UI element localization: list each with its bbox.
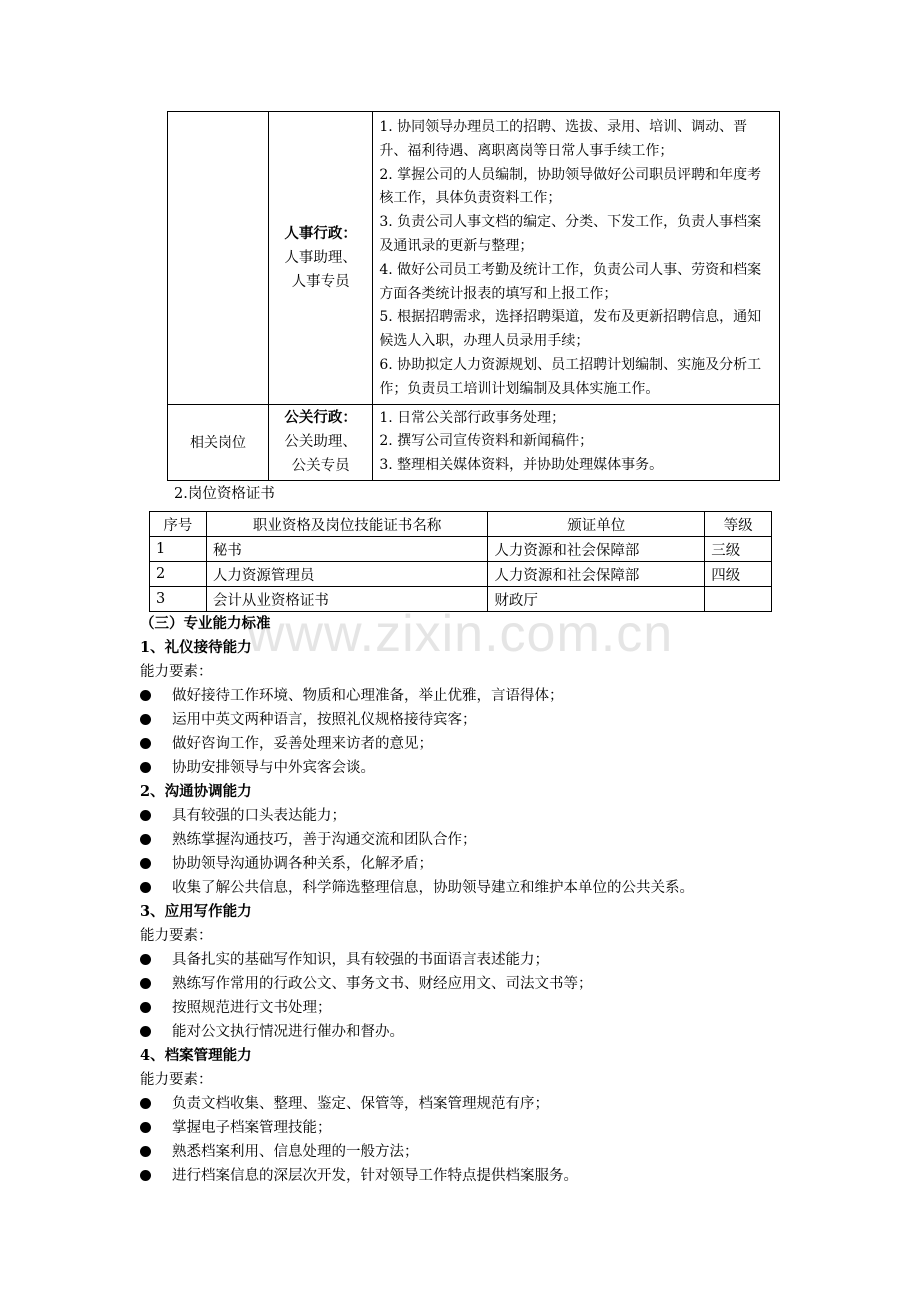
table-cell: 秘书 — [206, 537, 488, 562]
table-cell: 人力资源和社会保障部 — [488, 537, 705, 562]
header-cell: 职业资格及岗位技能证书名称 — [206, 512, 488, 537]
list-item-text: 运用中英文两种语言，按照礼仪规格接待宾客； — [172, 712, 477, 728]
list-item — [140, 1092, 549, 1116]
list-item-text: 负责文档收集、整理、鉴定、保管等，档案管理规范有序； — [172, 1096, 549, 1112]
list-item — [140, 972, 593, 996]
list-item — [140, 732, 433, 756]
table-cell: 2 — [150, 562, 207, 587]
requirement-label: 能力要素： — [140, 664, 213, 680]
category-cell — [168, 112, 269, 405]
subsection-title: 3、应用写作能力 — [140, 903, 252, 920]
list-item-text: 能对公文执行情况进行催办和督办。 — [172, 1024, 404, 1040]
bullet-icon — [140, 1146, 151, 1157]
list-item — [140, 1116, 332, 1140]
position-cell — [269, 404, 373, 480]
list-item-text: 做好接待工作环境、物质和心理准备，举止优雅，言语得体； — [172, 688, 564, 704]
position-role: 人事专员 — [291, 273, 350, 290]
subsection-title: 2、沟通协调能力 — [140, 783, 252, 800]
bullet-icon — [140, 1002, 151, 1013]
list-item — [140, 684, 564, 708]
subsection-title: 1、礼仪接待能力 — [140, 639, 252, 656]
list-item-text: 进行档案信息的深层次开发，针对领导工作特点提供档案服务。 — [172, 1168, 578, 1184]
position-title: 公关行政： — [284, 409, 357, 427]
duty-item: 3. 负责公司人事文档的编定、分类、下发工作，负责人事档案及通讯录的更新与整理； — [379, 214, 762, 254]
duty-item: 4. 做好公司员工考勤及统计工作，负责公司人事、劳资和档案方面各类统计报表的填写和上报工作； — [379, 261, 762, 302]
table-cell: 1 — [150, 537, 207, 562]
duty-item: 2. 掌握公司的人员编制，协助领导做好公司职员评聘和年度考核工作，具体负责资料工作； — [379, 166, 762, 207]
table-row — [168, 404, 780, 480]
certificate-caption: 2.岗位资格证书 — [174, 486, 275, 502]
duty-item: 3. 整理相关媒体资料，并协助处理媒体事务。 — [379, 457, 664, 474]
table-row — [150, 562, 772, 587]
list-item-text: 熟练掌握沟通技巧，善于沟通交流和团队合作； — [172, 832, 477, 848]
list-item-text: 做好咨询工作，妥善处理来访者的意见； — [172, 736, 433, 752]
table-cell: 人力资源管理员 — [206, 562, 488, 587]
bullet-icon — [140, 738, 151, 749]
list-item — [140, 828, 477, 852]
requirement-label: 能力要素： — [140, 1072, 213, 1088]
bullet-icon — [140, 762, 151, 773]
duty-item: 1. 日常公关部行政事务处理； — [379, 409, 566, 426]
bullet-icon — [140, 1170, 151, 1181]
list-item-text: 协助安排领导与中外宾客会谈。 — [172, 760, 375, 776]
header-cell: 等级 — [705, 512, 772, 537]
list-item-text: 收集了解公共信息，科学筛选整理信息，协助领导建立和维护本单位的公共关系。 — [172, 880, 694, 896]
table-cell: 财政厅 — [488, 587, 705, 612]
list-item — [140, 1140, 419, 1164]
job-positions-table — [167, 111, 780, 481]
list-item-text: 按照规范进行文书处理； — [172, 1000, 332, 1016]
position-role: 公关专员 — [291, 458, 350, 475]
certificate-table — [149, 511, 772, 612]
bullet-icon — [140, 858, 151, 869]
table-row — [168, 112, 780, 405]
list-item-text: 熟悉档案利用、信息处理的一般方法； — [172, 1144, 419, 1160]
table-cell: 三级 — [705, 537, 772, 562]
list-item — [140, 948, 549, 972]
position-title: 人事行政： — [284, 224, 357, 242]
duty-item: 5. 根据招聘需求，选择招聘渠道，发布及更新招聘信息，通知候选人入职，办理人员录用手续； — [379, 309, 762, 350]
list-item — [140, 708, 477, 732]
bullet-icon — [140, 690, 151, 701]
list-item — [140, 996, 332, 1020]
list-item — [140, 1164, 578, 1188]
category-cell: 相关岗位 — [168, 404, 269, 480]
list-item — [140, 876, 694, 900]
bullet-icon — [140, 978, 151, 989]
header-cell: 序号 — [150, 512, 207, 537]
section-title: （三）专业能力标准 — [140, 615, 271, 632]
table-cell: 会计从业资格证书 — [206, 587, 488, 612]
bullet-icon — [140, 1026, 151, 1037]
bullet-icon — [140, 954, 151, 965]
position-role: 公关助理、 — [284, 434, 357, 451]
subsection-title: 4、档案管理能力 — [140, 1047, 252, 1064]
list-item — [140, 756, 375, 780]
duty-item: 6. 协助拟定人力资源规划、员工招聘计划编制、实施及分析工作；负责员工培训计划编制及具体实施工作。 — [379, 356, 762, 397]
table-cell: 四级 — [705, 562, 772, 587]
bullet-icon — [140, 882, 151, 893]
duty-item: 2. 撰写公司宣传资料和新闻稿件； — [379, 433, 594, 450]
bullet-icon — [140, 834, 151, 845]
table-header-row — [150, 512, 772, 537]
list-item-text: 熟练写作常用的行政公文、事务文书、财经应用文、司法文书等； — [172, 976, 593, 992]
table-cell: 3 — [150, 587, 207, 612]
bullet-icon — [140, 1122, 151, 1133]
position-cell — [269, 112, 373, 405]
header-cell: 颁证单位 — [488, 512, 705, 537]
table-cell — [705, 587, 772, 612]
list-item-text: 掌握电子档案管理技能； — [172, 1120, 332, 1136]
list-item — [140, 1020, 404, 1044]
position-role: 人事助理、 — [284, 249, 357, 266]
bullet-icon — [140, 810, 151, 821]
duties-cell — [373, 404, 780, 480]
list-item-text: 具备扎实的基础写作知识，具有较强的书面语言表述能力； — [172, 952, 549, 968]
list-item — [140, 852, 433, 876]
duties-cell — [373, 112, 780, 405]
list-item-text: 协助领导沟通协调各种关系，化解矛盾； — [172, 856, 433, 872]
duty-item: 1. 协同领导办理员工的招聘、选拔、录用、培训、调动、晋升、福利待遇、离职离岗等日常人事手续工作； — [379, 119, 748, 159]
watermark-text: www.zixin.com.cn — [246, 605, 674, 663]
bullet-icon — [140, 714, 151, 725]
table-row — [150, 537, 772, 562]
table-cell: 人力资源和社会保障部 — [488, 562, 705, 587]
bullet-icon — [140, 1098, 151, 1109]
list-item-text: 具有较强的口头表达能力； — [172, 808, 346, 824]
list-item — [140, 804, 346, 828]
requirement-label: 能力要素： — [140, 928, 213, 944]
